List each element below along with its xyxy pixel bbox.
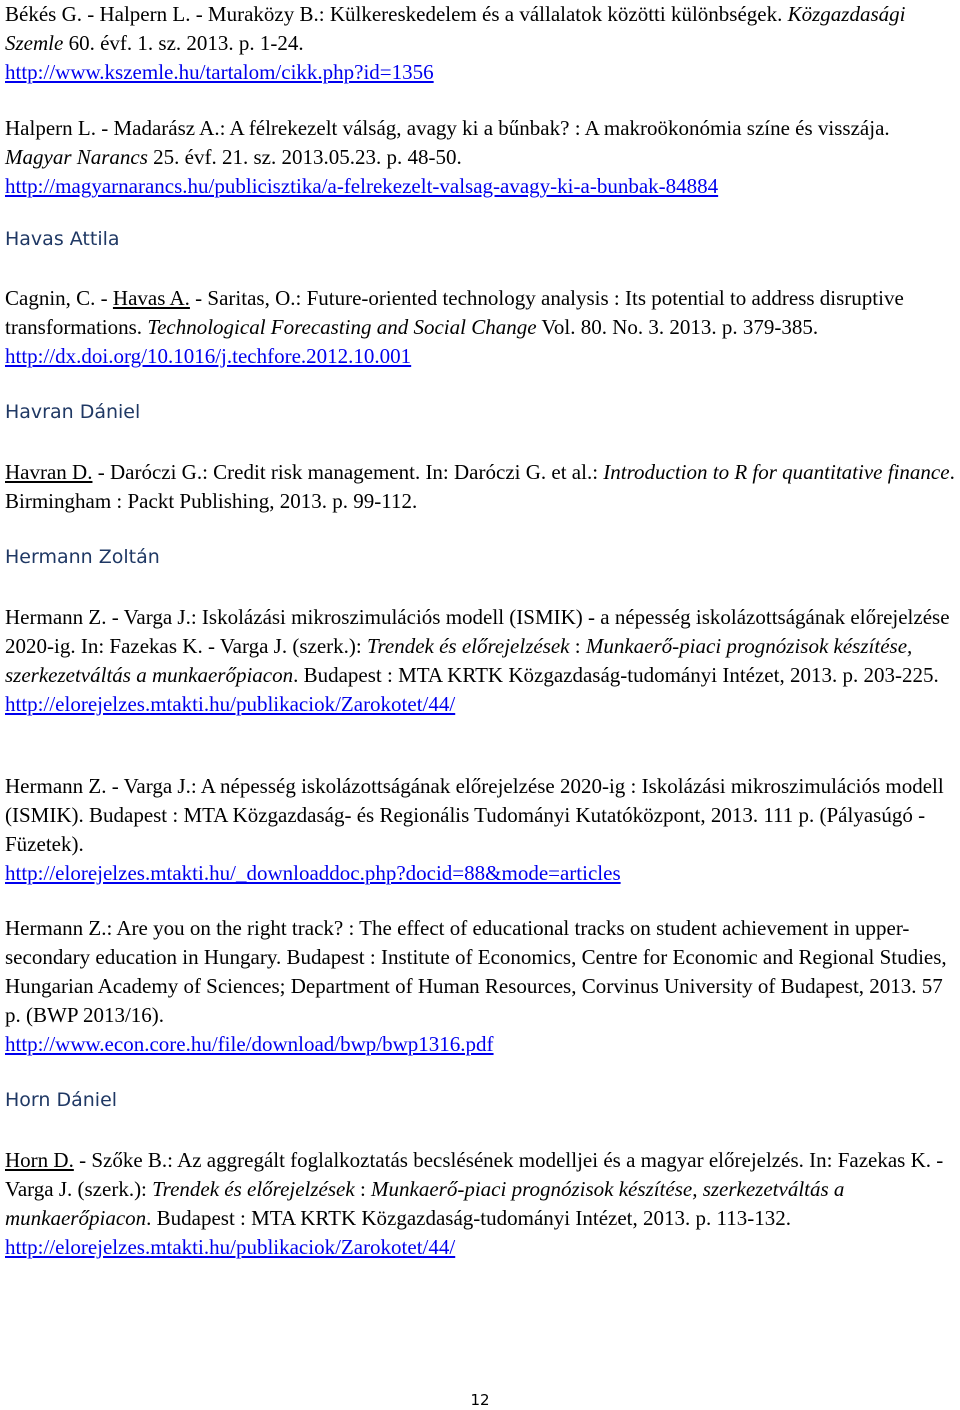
reference-link[interactable]: http://elorejelzes.mtakti.hu/_downloaddoc.php?docid=88&mode=articles: [5, 861, 621, 885]
book-title: Introduction to R for quantitative finance: [603, 460, 950, 484]
reference-hermann-1: Hermann Z. - Varga J.: Iskolázási mikroszimulációs modell (ISMIK) - a népesség iskolázottságának előrejelzése 2020-ig. In: Fazekas K. - Varga J. (szerk.): Trendek és előrejelzések : Munkaerő-piaci prognózisok készítése, szerkezetváltás a munkaerőpiacon. Budapest : MTA KRTK Közgazdaság-tudományi Intézet, 2013. p. 203-225. http://elorejelzes.mtakti.hu/publikaciok/Zarokotet/44/: [5, 605, 950, 716]
book-subtitle: Munkaerő-piaci prognózisok készítése, szerkezetváltás a munkaerőpiacon: [5, 634, 913, 687]
highlighted-author: Havas A.: [112, 286, 190, 310]
book-title: Trendek és előrejelzések: [152, 1177, 355, 1201]
author-heading-horn: Horn Dániel: [5, 1089, 118, 1111]
reference-link[interactable]: http://www.kszemle.hu/tartalom/cikk.php?id=1356: [5, 60, 434, 84]
highlighted-author: Horn D.: [5, 1148, 74, 1172]
author-heading-havran: Havran Dániel: [5, 401, 141, 423]
reference-hermann-3: Hermann Z.: Are you on the right track? : The effect of educational tracks on student achievement in upper-secondary education in Hungary. Budapest : Institute of Economics, Centre for Economic and Regional Studies, Hungarian Academy of Sciences; Department of Human Resources, Corvinus University of Budapest, 2013. 57 p. (BWP 2013/16). http://www.econ.core.hu/file/download/bwp/bwp1316.pdf: [5, 916, 947, 1056]
book-title: Trendek és előrejelzések: [366, 634, 570, 658]
reference-link[interactable]: http://elorejelzes.mtakti.hu/publikaciok/Zarokotet/44/: [5, 1235, 456, 1259]
reference-havas: Cagnin, C. - Havas A. - Saritas, O.: Future-oriented technology analysis : Its potential to address disruptive transformations. Technological Forecasting and Social Change Vol. 80. No. 3. 2013. p. 379-385. http://dx.doi.org/10.1016/j.techfore.2012.10.001: [5, 286, 904, 368]
reference-bekes: Békés G. - Halpern L. - Muraközy B.: Külkereskedelem és a vállalatok közötti különbségek. Közgazdasági Szemle 60. évf. 1. sz. 2013. p. 1-24. http://www.kszemle.hu/tartalom/cikk.php?id=1356: [5, 2, 906, 84]
journal-title: Magyar Narancs: [5, 145, 148, 169]
highlighted-author: Havran D.: [5, 460, 93, 484]
reference-link[interactable]: http://dx.doi.org/10.1016/j.techfore.2012.10.001: [5, 344, 412, 368]
author-heading-havas: Havas Attila: [5, 228, 120, 250]
journal-title: Közgazdasági Szemle: [5, 2, 906, 55]
reference-link[interactable]: http://elorejelzes.mtakti.hu/publikaciok/Zarokotet/44/: [5, 692, 456, 716]
author-heading-hermann: Hermann Zoltán: [5, 546, 160, 568]
page-number: 12: [470, 1391, 490, 1409]
reference-halpern: Halpern L. - Madarász A.: A félrekezelt válság, avagy ki a bűnbak? : A makroökonómia színe és visszája. Magyar Narancs 25. évf. 21. sz. 2013.05.23. p. 48-50. http://magyarnarancs.hu/publicisztika/a-felrekezelt-valsag-avagy-ki-a-bunbak-84884: [5, 116, 890, 198]
reference-link[interactable]: http://www.econ.core.hu/file/download/bwp/bwp1316.pdf: [5, 1032, 494, 1056]
reference-link[interactable]: http://magyarnarancs.hu/publicisztika/a-felrekezelt-valsag-avagy-ki-a-bunbak-84884: [5, 174, 719, 198]
reference-havran: Havran D. - Daróczi G.: Credit risk management. In: Daróczi G. et al.: Introduction to R for quantitative finance. Birmingham : Packt Publishing, 2013. p. 99-112.: [5, 460, 955, 513]
reference-horn: Horn D. - Szőke B.: Az aggregált foglalkoztatás becslésének modelljei és a magyar előrejelzés. In: Fazekas K. - Varga J. (szerk.): Trendek és előrejelzések : Munkaerő-piaci prognózisok készítése, szerkezetváltás a munkaerőpiacon. Budapest : MTA KRTK Közgazdaság-tudományi Intézet, 2013. p. 113-132. http://elorejelzes.mtakti.hu/publikaciok/Zarokotet/44/: [5, 1148, 944, 1259]
journal-title: Technological Forecasting and Social Change: [147, 315, 537, 339]
reference-hermann-2: Hermann Z. - Varga J.: A népesség iskolázottságának előrejelzése 2020-ig : Iskolázási mikroszimulációs modell (ISMIK). Budapest : MTA Közgazdaság- és Regionális Tudományi Kutatóközpont, 2013. 111 p. (Pályasúgó - Füzetek). http://elorejelzes.mtakti.hu/_downloaddoc.php?docid=88&mode=articles: [5, 774, 944, 885]
book-subtitle: Munkaerő-piaci prognózisok készítése, szerkezetváltás a munkaerőpiacon: [5, 1177, 845, 1230]
